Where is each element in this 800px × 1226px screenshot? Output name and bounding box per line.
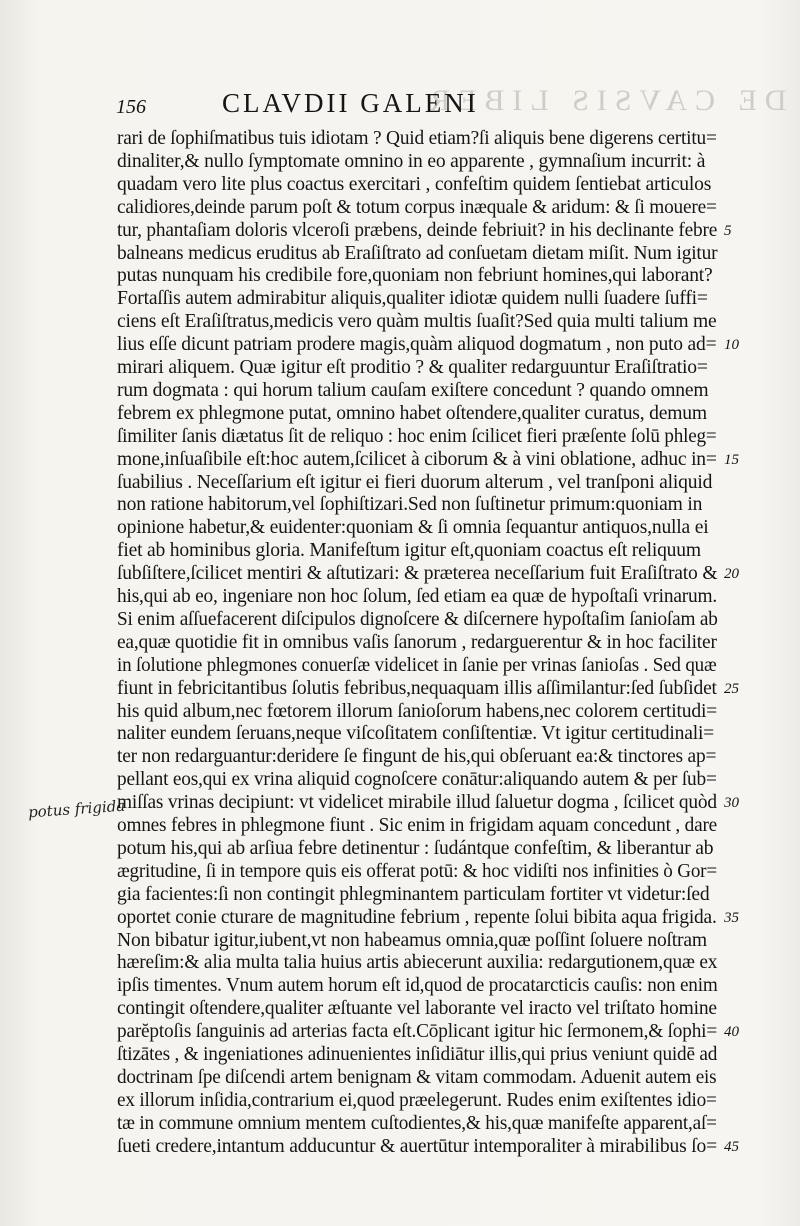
text-line: ea,quæ quotidie fit in omnibus vaſis ſanorum , redarguerentur & in hoc faciliter [117, 631, 717, 653]
text-line: contingit oſtendere,qualiter æſtuante vel laborante vel iracto vel triſtato homine [117, 998, 717, 1020]
margin-line-number: 5 [724, 222, 732, 239]
text-line: ſuabilius . Neceſſarium eſt igitur ei fieri duorum alterum , vel tranſponi aliquid [117, 471, 713, 493]
show-through-text: DE CAVSIS LIBER [421, 84, 786, 117]
text-line: oportet conie cturare de magnitudine febrium , repente ſolui bibita aqua frigida. [117, 906, 717, 928]
text-line: pellant eos,qui ex vrina aliquid cognoſcere conātur:aliquando autem & per ſub= [117, 769, 717, 791]
text-line: tæ in commune omnium mentem cuſtodientes,& his,quæ manifeſte apparent,aſ= [117, 1112, 717, 1134]
margin-line-number: 30 [724, 795, 739, 812]
text-line: mirari aliquem. Quæ igitur eſt proditio ? & qualiter redarguuntur Eraſiſtratio= [117, 357, 708, 378]
text-line: ſimiliter ſanis diætatus ſit de reliquo : hoc enim ſcilicet fieri præſente ſolū phleg= [117, 425, 717, 447]
text-line: rum dogmata : qui horum talium cauſam exiſtere concedunt ? quando omnem [117, 379, 709, 401]
text-line: fiet ab hominibus gloria. Manifeſtum igitur eſt,quoniam coactus eſt reliquum [117, 540, 701, 562]
text-line: fiunt in febricitantibus ſolutis febribus,nequaquam illis aſſimilantur:ſed ſubſidet [117, 677, 717, 699]
text-line: putas nunquam his credibile fore,quoniam non febriunt homines,qui laborant? [117, 265, 713, 287]
text-line: potum his,qui ab arſiua febre detinentur : ſudántque confeſtim, & liberantur ab [117, 837, 714, 859]
margin-line-number: 15 [724, 451, 739, 468]
text-line: rari de ſophiſmatibus tuis idiotam ? Quid etiam?ſi aliquis bene digerens certitu= [117, 128, 717, 149]
text-line: opinione habetur,& euidenter:quoniam & ſi omnia ſequantur antiquos,nulla ei [117, 517, 709, 539]
text-line: tur, phantaſiam doloris vlceroſi præbens, deinde febriuit? in his declinante febre [117, 219, 718, 241]
text-line: ſueti credere,intantum adducuntur & auertūtur intemporaliter à mirabilibus ſo= [117, 1135, 717, 1157]
handwritten-marginal-note: potus frigida [27, 796, 126, 822]
text-line: ægritudine, ſi in tempore quis eis offerat potū: & hoc vidiſti nos infinities ò Gor= [117, 860, 717, 882]
text-line: dinaliter,& nullo ſymptomate omnino in eo apparente , gymnaſium incurrit: à [117, 150, 706, 172]
running-title: CLAVDII GALENI [222, 88, 479, 118]
text-line: ſubſiſtere,ſcilicet mentiri & aſtutizari: & præterea neceſſarium fuit Eraſiſtrato & [117, 563, 718, 585]
text-line: naliter eundem ſeruans,neque viſcoſitatem conſiſtentiæ. Vt igitur certitudinali= [117, 723, 715, 745]
text-line: miſſas vrinas decipiunt: vt videlicet mirabile illud ſaluetur dogma , ſcilicet quòd [117, 792, 717, 814]
text-line: lius eſſe dicunt patriam prodere magis,quàm aliquod dogmatum , non puto ad= [117, 334, 717, 356]
margin-line-number: 20 [724, 566, 739, 583]
text-line: hæreſim:& alia multa talia huius artis abiecerunt auxilia: redargutionem,quæ ex [117, 952, 718, 974]
margin-line-number: 35 [724, 909, 739, 926]
text-line: doctrinam ſpe diſcendi artem benignam & vitam commodam. Aduenit autem eis [117, 1066, 717, 1088]
text-line: in ſolutione phlegmones conuerſæ videlicet in ſanie per vrinas ſanioſas . Sed quæ [117, 654, 717, 676]
text-line: mone,inſuaſibile eſt:hoc autem,ſcilicet à ciborum & à vini oblatione, adhuc in= [117, 448, 717, 470]
text-line: calidiores,deinde parum poſt & totum corpus inæquale & aridum: & ſi mouere= [117, 196, 717, 218]
text-line: non ratione habitorum,vel ſophiſtizari.Sed non ſuſtinetur primum:quoniam in [117, 494, 703, 516]
margin-line-number: 40 [724, 1024, 739, 1041]
text-line: Si enim aſſuefacerent diſcipulos dignoſcere & diſcernere hypoſtaſim ſanioſam ab [117, 608, 718, 630]
text-line: ſtizātes , & ingeniationes adinuenientes inſidiātur illis,qui prius veniunt quidē ad [117, 1044, 718, 1065]
text-line: balneans medicus eruditus ab Eraſiſtrato ad conſuetam dietam miſit. Num igitur [117, 242, 718, 264]
text-line: ex illorum inſidia,contrarium ei,quod præelegerunt. Rudes enim exiſtentes idio= [117, 1089, 717, 1111]
text-line: Fortaſſis autem admirabitur aliquis,qualiter idiotæ quidem nulli ſuadere ſuffi= [117, 288, 708, 310]
text-line: ter non redarguantur:deridere ſe fingunt de his,qui obſeruant ea:& tinctores ap= [117, 746, 717, 768]
text-line: his,qui ab eo, ingeniare non hoc ſolum, ſed etiam ea quæ de hypoſtaſi vrinarum. [117, 586, 718, 607]
page-number: 156 [116, 96, 146, 118]
margin-line-number: 25 [724, 680, 739, 697]
text-line: gia facientes:ſi non contingit phlegminantem particulam fortiter vt videtur:ſed [117, 883, 710, 905]
text-line: ciens eſt Eraſiſtratus,medicis vero quàm multis ſuaſit?Sed quia multi talium me [117, 311, 717, 333]
margin-line-number: 10 [724, 337, 739, 354]
text-line: omnes febres in phlegmone fiunt . Sic enim in frigidam aquam concedunt , dare [117, 815, 718, 836]
text-line: parĕptoſis ſanguinis ad arterias facta eſt.Cōplicant igitur hic ſermonem,& ſophi= [117, 1021, 718, 1043]
text-line: his quid album,nec fœtorem illorum ſanioſorum habens,nec colorem certitudi= [117, 700, 718, 722]
text-line: quadam vero lite plus coactus exercitari , confeſtim quidem ſentiebat articulos [117, 173, 712, 195]
margin-line-number: 45 [724, 1138, 739, 1155]
text-line: febrem ex phlegmone putat, omnino habet oſtendere,qualiter curatus, demum [117, 402, 707, 424]
text-line: ipſis timentes. Vnum autem horum eſt id,quod de procatarcticis cauſis: non enim [117, 975, 718, 997]
text-line: Non bibatur igitur,iubent,vt non habeamus omnia,quæ poſſint ſoluere noſtram [117, 929, 707, 951]
